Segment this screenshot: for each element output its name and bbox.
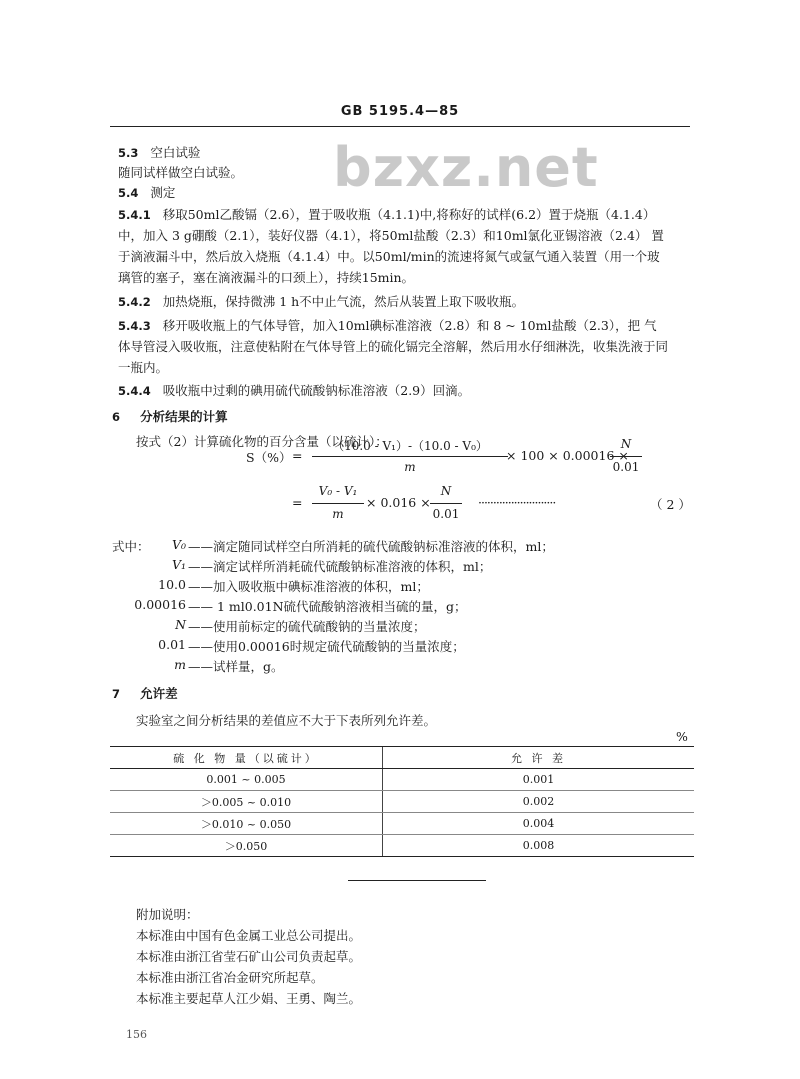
tolerance-table — [110, 747, 694, 857]
legend-description: ——试样量，g。 — [188, 659, 284, 674]
end-rule — [348, 880, 486, 881]
table-cell: 0.004 — [383, 813, 695, 835]
legend-description: ——滴定随同试样空白所消耗的硫代硫酸钠标准溶液的体积，ml； — [188, 539, 554, 554]
formula-equals: = — [292, 495, 303, 510]
table-row — [110, 791, 694, 813]
section-7-intro: 实验室之间分析结果的差值应不大于下表所列允许差。 — [136, 713, 437, 728]
section-5-4-2 — [118, 292, 524, 310]
section-number: 6 — [112, 410, 121, 424]
section-5-4-3-line-2: 体导管浸入吸收瓶，注意使粘附在气体导管上的硫化镉完全溶解，然后用水仔细淋洗，收集洗液于同 — [118, 339, 669, 354]
legend-symbol: m — [174, 657, 186, 672]
section-6-intro: 按式（2）计算硫化物的百分含量（以硫计）： — [136, 434, 388, 449]
legend-symbol: V₁ — [171, 557, 186, 572]
section-5-3-body: 随同试样做空白试验。 — [118, 165, 244, 180]
legend-description: ——滴定试样所消耗硫代硫酸钠标准溶液的体积，ml； — [188, 559, 492, 574]
legend-description: —— 1 ml0.01N硫代硫酸钠溶液相当硫的量，g； — [188, 599, 467, 614]
section-title: 分析结果的计算 — [140, 409, 228, 424]
table-header-cell: 允 许 差 — [383, 747, 695, 769]
formula-equals: = — [292, 448, 303, 463]
legend-symbol: V₀ — [171, 537, 186, 552]
legend-prefix: 式中： — [112, 539, 150, 554]
section-number: 5.4.4 — [118, 384, 151, 398]
section-number: 5.4.2 — [118, 295, 151, 309]
formula-lhs: S（%） — [246, 450, 292, 465]
legend-description: ——使用前标定的硫代硫酸钠的当量浓度； — [188, 619, 426, 634]
appendix-title: 附加说明： — [136, 907, 199, 922]
appendix-line: 本标准主要起草人江少娟、王勇、陶兰。 — [136, 991, 362, 1006]
formula-n-denominator: 0.01 — [432, 507, 460, 521]
paragraph-text: 加热烧瓶，保持微沸 1 h不中止气流，然后从装置上取下吸收瓶。 — [162, 294, 525, 309]
formula-denominator-2: m — [332, 507, 344, 521]
table-cell: ＞0.050 — [110, 835, 383, 857]
section-title: 空白试验 — [150, 145, 201, 160]
section-5-4-1-line-1 — [118, 205, 655, 223]
section-number: 5.4.3 — [118, 319, 151, 333]
legend-symbol: 0.00016 — [134, 597, 186, 612]
equation-number: （ 2 ） — [650, 497, 691, 512]
section-6-heading — [112, 407, 228, 425]
section-title: 测定 — [150, 185, 176, 200]
appendix-line: 本标准由中国有色金属工业总公司提出。 — [136, 928, 362, 943]
table-row — [110, 835, 694, 857]
section-7-heading — [112, 684, 178, 702]
table-cell: 0.001 ~ 0.005 — [110, 769, 383, 791]
formula-multiplier-1: × 100 × 0.00016 × — [506, 448, 629, 463]
section-number: 5.4 — [118, 186, 139, 200]
legend-symbol: N — [175, 617, 186, 632]
section-number: 5.4.1 — [118, 208, 151, 222]
fraction-bar — [312, 503, 364, 504]
section-title: 允许差 — [140, 686, 178, 701]
section-number: 7 — [112, 687, 121, 701]
legend-symbol: 0.01 — [158, 637, 186, 652]
legend-symbol: 10.0 — [158, 577, 186, 592]
watermark: bzxz.net — [333, 136, 599, 199]
standard-header: GB 5195.4—85 — [340, 104, 460, 119]
appendix-line: 本标准由浙江省冶金研究所起草。 — [136, 970, 324, 985]
table-row — [110, 769, 694, 791]
table-cell: 0.001 — [383, 769, 695, 791]
paragraph-text: 吸收瓶中过剩的碘用硫代硫酸钠标准溶液（2.9）回滴。 — [162, 383, 471, 398]
table-cell: ＞0.010 ~ 0.050 — [110, 813, 383, 835]
formula-n-numerator: N — [440, 484, 452, 498]
table-cell: ＞0.005 ~ 0.010 — [110, 791, 383, 813]
section-5-4-1-line-4: 璃管的塞子，塞在滴液漏斗的口颈上），持续15min。 — [118, 270, 415, 285]
table-unit: % — [676, 729, 688, 744]
fraction-bar — [312, 456, 508, 457]
section-5-4-3-line-1 — [118, 316, 657, 334]
section-5-4-3-line-3: 一瓶内。 — [118, 360, 169, 375]
formula-n-numerator: N — [620, 437, 632, 451]
page-number: 156 — [126, 1028, 147, 1041]
fraction-bar — [610, 456, 642, 457]
formula-multiplier-2: × 0.016 × — [366, 495, 431, 510]
section-5-4-4 — [118, 381, 470, 399]
appendix-line: 本标准由浙江省莹石矿山公司负责起草。 — [136, 949, 362, 964]
table-header-cell: 硫 化 物 量（以硫计） — [110, 747, 383, 769]
table-header-row — [110, 747, 694, 769]
fraction-bar — [430, 503, 462, 504]
header-rule — [110, 126, 690, 127]
formula-n-denominator: 0.01 — [612, 460, 640, 474]
table-cell: 0.008 — [383, 835, 695, 857]
formula-numerator-1: （10.0 - V₁）-（10.0 - V₀） — [332, 439, 488, 453]
paragraph-text: 移开吸收瓶上的气体导管，加入10ml碘标准溶液（2.8）和 8 ~ 10ml盐酸（2.3），把 气 — [162, 318, 657, 333]
formula-denominator-1: m — [404, 460, 416, 474]
section-5-4-1-line-2: 中，加入 3 g硼酸（2.1），装好仪器（4.1），将50ml盐酸（2.3）和10ml氯化亚锡溶液（2.4） 置 — [118, 228, 664, 243]
section-number: 5.3 — [118, 146, 139, 160]
section-5-4-1-line-3: 于滴液漏斗中，然后放入烧瓶（4.1.4）中。以50ml/min的流速将氮气或氩气通入装置（用一个玻 — [118, 249, 660, 264]
paragraph-text: 移取50ml乙酸镉（2.6），置于吸收瓶（4.1.1)中,将称好的试样(6.2）置于烧瓶（4.1.4） — [162, 207, 656, 222]
section-5-4-heading — [118, 183, 175, 201]
table-cell: 0.002 — [383, 791, 695, 813]
legend-description: ——使用0.00016时规定硫代硫酸钠的当量浓度； — [188, 639, 465, 654]
legend-description: ——加入吸收瓶中碘标准溶液的体积，ml； — [188, 579, 429, 594]
section-5-3-heading — [118, 143, 200, 161]
formula-leader-dots: ·························· — [478, 495, 556, 510]
table-row — [110, 813, 694, 835]
formula-numerator-2: V₀ - V₁ — [318, 484, 358, 498]
